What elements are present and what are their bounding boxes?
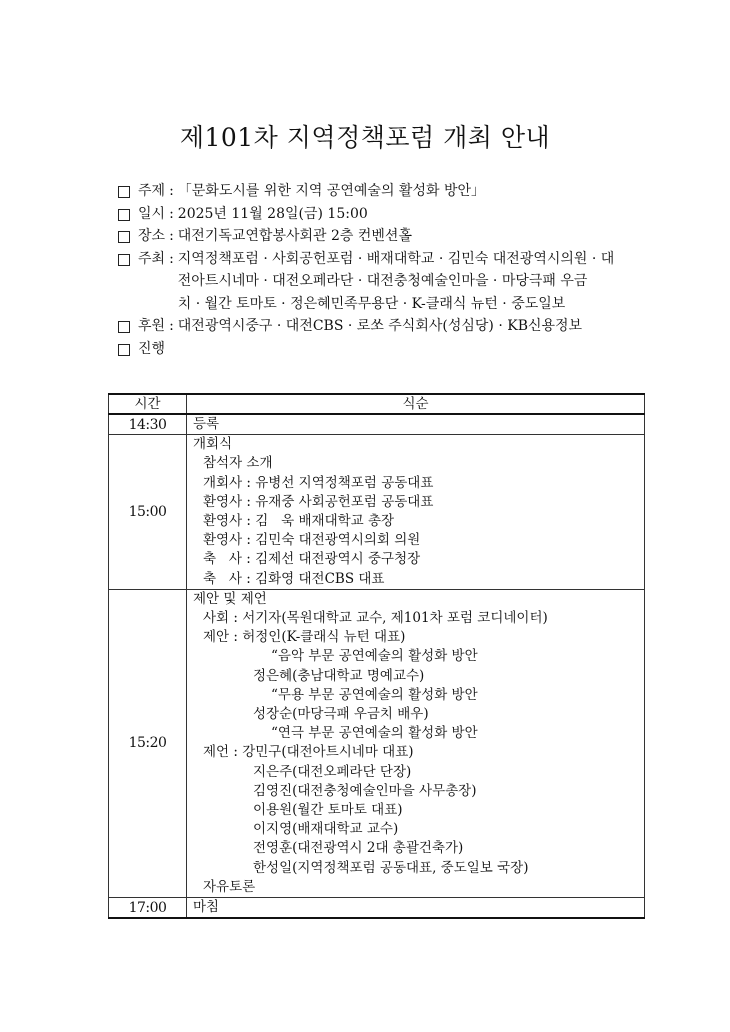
header-time: 시간 [109,394,187,414]
info-value: 2025년 11월 28일(금) 15:00 [177,205,368,222]
info-label: 진행 [138,340,166,357]
program-line: “연극 부문 공연예술의 활성화 방안 [271,725,478,742]
program-line: “음악 부문 공연예술의 활성화 방안 [271,648,478,665]
info-label: 일시 [138,205,166,222]
info-value: 대전기독교연합봉사회관 2층 컨벤션홀 [177,228,412,244]
table-row [109,414,645,435]
program-line: 마침 [193,899,220,916]
row-time: 14:30 [109,414,187,435]
program-line: 환영사 : 김 욱 배재대학교 총장 [203,513,395,530]
row-time: 15:20 [109,589,187,897]
program-line: 사회 : 서기자(목원대학교 교수, 제101차 포럼 코디네이터) [203,610,548,627]
info-section [118,180,658,360]
table-row [109,898,645,919]
program-line: 개회식 [193,436,233,453]
program-line: 제안 및 제언 [193,590,267,607]
row-program [187,435,645,590]
table-row [109,589,645,897]
program-line: 지은주(대전오페라단 단장) [253,763,412,780]
info-value: 대전광역시중구 · 대전CBS · 로쏘 주식회사(성심당) · KB신용정보 [177,318,583,334]
host-line: 치 · 월간 토마토 · 정은혜민족무용단 · K-클래식 뉴턴 · 중도일보 [177,295,566,312]
host-line: 전아트시네마 · 대전오페라단 · 대전충청예술인마을 · 마당극패 우금 [177,273,588,289]
row-time: 17:00 [109,898,187,919]
program-line: 제언 : 강민구(대전아트시네마 대표) [203,744,414,761]
program-line: 정은혜(충남대학교 명예교수) [253,667,425,684]
checkbox-icon [118,321,130,333]
colon: : [169,205,174,222]
row-program [187,414,645,435]
info-value: 「문화도시를 위한 지역 공연예술의 활성화 방안」 [177,183,485,199]
colon: : [169,318,174,334]
checkbox-icon [118,186,130,198]
program-line: 축 사 : 김화영 대전CBS 대표 [203,570,385,587]
program-line: 제안 : 허정인(K-클래식 뉴턴 대표) [203,629,406,646]
program-line: 환영사 : 김민숙 대전광역시의회 의원 [203,532,421,549]
info-label: 장소 [138,228,166,244]
page-title: 제101차 지역정책포럼 개최 안내 [179,123,551,152]
info-theme [118,180,658,203]
host-list [178,248,615,316]
program-line: 자유토론 [203,878,256,895]
checkbox-icon [118,231,130,243]
header-program: 식순 [187,394,645,414]
program-line: 성장순(마당극패 우금치 배우) [253,706,429,723]
program-line: 환영사 : 유재중 사회공헌포럼 공동대표 [203,493,434,510]
colon: : [169,183,174,199]
program-line: 참석자 소개 [203,455,273,472]
checkbox-icon [118,344,130,356]
row-program [187,589,645,897]
program-line: 김영진(대전충청예술인마을 사무총장) [253,782,477,799]
info-sponsor [118,315,658,338]
info-datetime [118,203,658,226]
row-program [187,898,645,919]
program-line: 등록 [193,416,220,432]
program-line: 이지영(배재대학교 교수) [253,821,399,838]
checkbox-icon [118,254,130,266]
info-venue [118,225,658,248]
info-label: 주최 [138,250,166,267]
program-line: 전영훈(대전광역시 2대 총괄건축가) [253,840,464,857]
colon: : [169,228,174,244]
info-host [118,248,658,316]
program-line: 한성일(지역정책포럼 공동대표, 중도일보 국장) [253,859,529,876]
info-label: 후원 [138,318,166,334]
host-line: 지역정책포럼 · 사회공헌포럼 · 배재대학교 · 김민숙 대전광역시의원 · 대 [177,250,615,267]
program-line: 이용원(월간 토마토 대표) [253,802,403,819]
colon: : [169,250,174,267]
table-header-row [109,394,645,414]
info-label: 주제 [138,183,166,199]
checkbox-icon [118,209,130,221]
info-progress [118,338,658,361]
row-time: 15:00 [109,435,187,590]
program-line: 개회사 : 유병선 지역정책포럼 공동대표 [203,474,434,491]
program-line: 축 사 : 김제선 대전광역시 중구청장 [203,551,421,568]
program-table [108,393,645,919]
program-line: “무용 부문 공연예술의 활성화 방안 [271,686,478,703]
table-row [109,435,645,590]
